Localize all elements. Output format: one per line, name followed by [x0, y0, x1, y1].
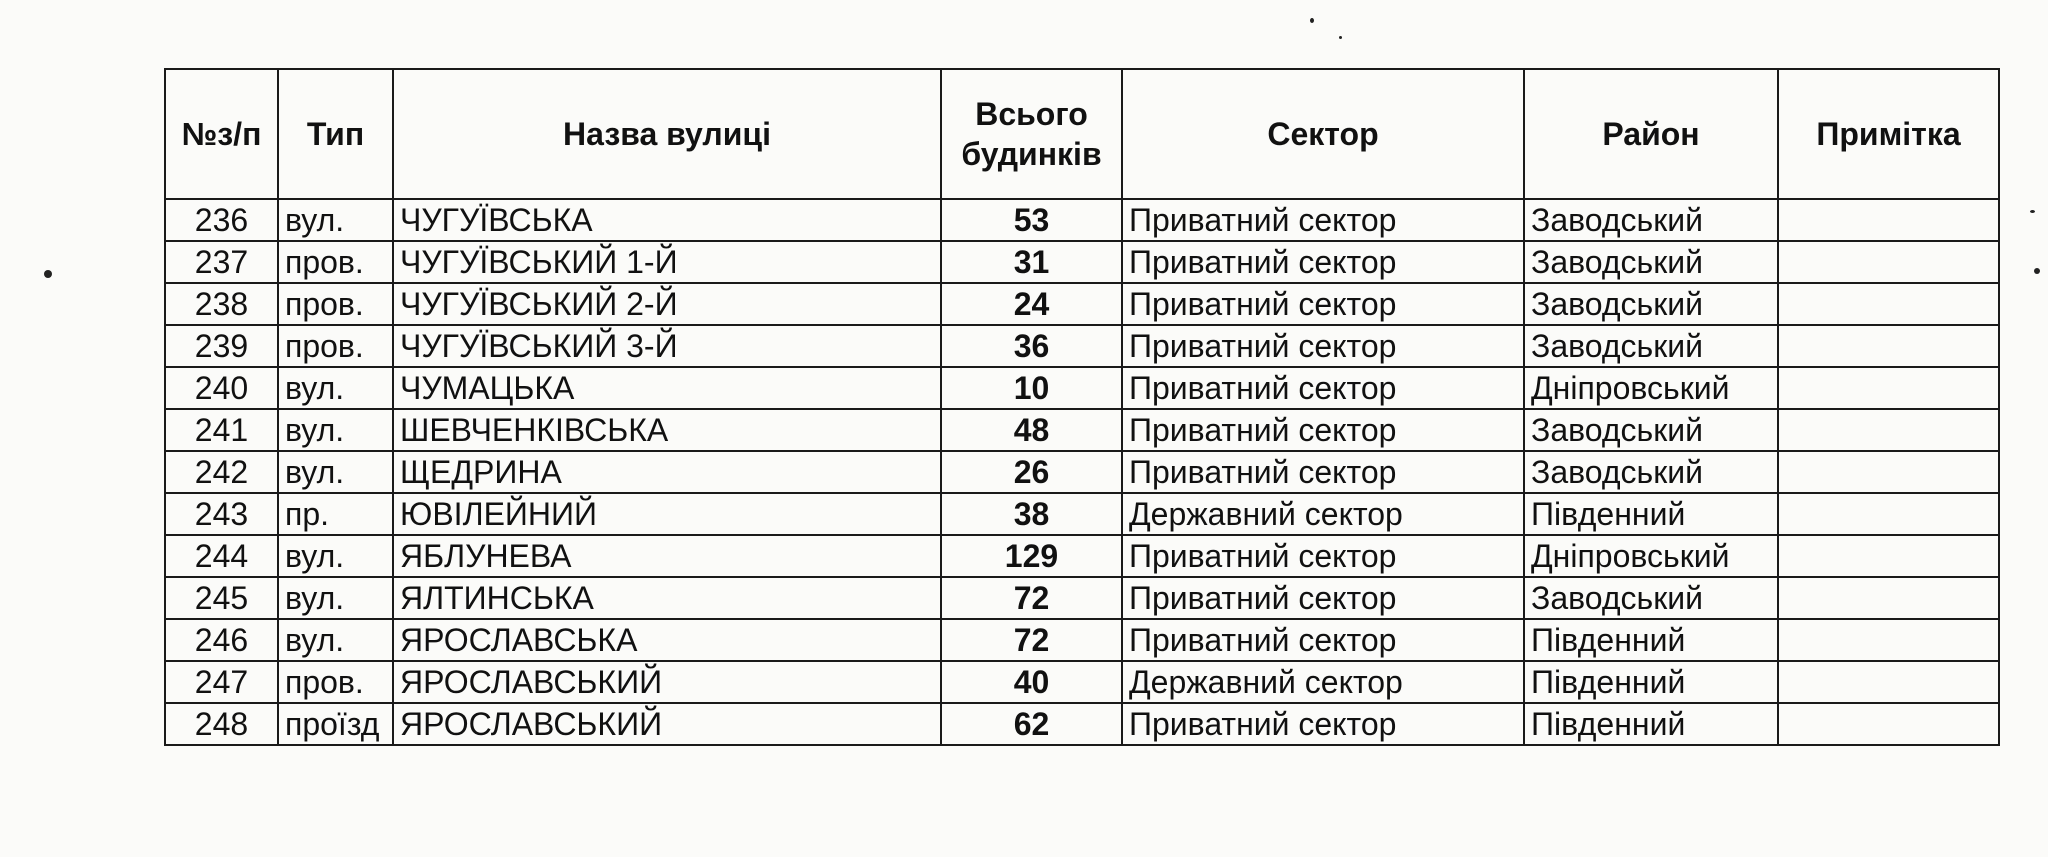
cell-street-name: ЯБЛУНЕВА	[393, 535, 941, 577]
cell-total-houses: 36	[941, 325, 1122, 367]
cell-type: вул.	[278, 199, 393, 241]
cell-sector: Приватний сектор	[1122, 703, 1524, 745]
table-row	[165, 409, 1999, 451]
cell-district: Заводський	[1524, 283, 1778, 325]
cell-street-name: ЩЕДРИНА	[393, 451, 941, 493]
cell-district: Заводський	[1524, 451, 1778, 493]
cell-sector: Приватний сектор	[1122, 619, 1524, 661]
cell-sector: Приватний сектор	[1122, 451, 1524, 493]
table-row	[165, 493, 1999, 535]
street-register-sheet	[164, 68, 1998, 746]
table-row	[165, 325, 1999, 367]
scan-speck	[1310, 18, 1314, 23]
table-row	[165, 241, 1999, 283]
cell-sector: Приватний сектор	[1122, 241, 1524, 283]
cell-num: 237	[165, 241, 278, 283]
cell-district: Заводський	[1524, 409, 1778, 451]
cell-street-name: ЯЛТИНСЬКА	[393, 577, 941, 619]
cell-note	[1778, 619, 1999, 661]
cell-sector: Державний сектор	[1122, 493, 1524, 535]
table-row	[165, 577, 1999, 619]
header-total-line1: Всього	[975, 96, 1088, 132]
cell-street-name: ЯРОСЛАВСЬКИЙ	[393, 661, 941, 703]
cell-num: 243	[165, 493, 278, 535]
cell-type: пров.	[278, 283, 393, 325]
header-total-houses	[941, 69, 1122, 199]
scan-speck	[44, 270, 52, 278]
cell-street-name: ЧУГУЇВСЬКА	[393, 199, 941, 241]
header-row	[165, 69, 1999, 199]
cell-total-houses: 62	[941, 703, 1122, 745]
cell-district: Дніпровський	[1524, 535, 1778, 577]
cell-sector: Приватний сектор	[1122, 199, 1524, 241]
cell-type: пров.	[278, 241, 393, 283]
cell-type: вул.	[278, 619, 393, 661]
cell-street-name: ЧУГУЇВСЬКИЙ 3-Й	[393, 325, 941, 367]
table-row	[165, 283, 1999, 325]
cell-note	[1778, 493, 1999, 535]
cell-note	[1778, 325, 1999, 367]
cell-num: 247	[165, 661, 278, 703]
table-row	[165, 661, 1999, 703]
cell-total-houses: 129	[941, 535, 1122, 577]
cell-type: пров.	[278, 325, 393, 367]
cell-type: вул.	[278, 535, 393, 577]
cell-district: Дніпровський	[1524, 367, 1778, 409]
cell-note	[1778, 367, 1999, 409]
cell-sector: Приватний сектор	[1122, 577, 1524, 619]
cell-district: Заводський	[1524, 241, 1778, 283]
cell-note	[1778, 661, 1999, 703]
cell-sector: Приватний сектор	[1122, 325, 1524, 367]
cell-note	[1778, 283, 1999, 325]
cell-sector: Приватний сектор	[1122, 535, 1524, 577]
cell-num: 245	[165, 577, 278, 619]
header-note: Примітка	[1778, 69, 1999, 199]
cell-total-houses: 48	[941, 409, 1122, 451]
cell-num: 248	[165, 703, 278, 745]
cell-note	[1778, 241, 1999, 283]
cell-total-houses: 72	[941, 577, 1122, 619]
cell-num: 246	[165, 619, 278, 661]
cell-total-houses: 31	[941, 241, 1122, 283]
cell-total-houses: 26	[941, 451, 1122, 493]
cell-district: Південний	[1524, 493, 1778, 535]
scan-speck	[2030, 210, 2035, 213]
header-num: №з/п	[165, 69, 278, 199]
cell-num: 238	[165, 283, 278, 325]
cell-type: вул.	[278, 577, 393, 619]
cell-total-houses: 38	[941, 493, 1122, 535]
cell-note	[1778, 199, 1999, 241]
table-row	[165, 367, 1999, 409]
cell-street-name: ЯРОСЛАВСЬКИЙ	[393, 703, 941, 745]
cell-type: вул.	[278, 367, 393, 409]
header-street-name: Назва вулиці	[393, 69, 941, 199]
cell-type: пр.	[278, 493, 393, 535]
cell-num: 242	[165, 451, 278, 493]
table-row	[165, 199, 1999, 241]
cell-street-name: ЮВІЛЕЙНИЙ	[393, 493, 941, 535]
cell-type: вул.	[278, 409, 393, 451]
cell-num: 240	[165, 367, 278, 409]
streets-table	[164, 68, 2000, 746]
table-row	[165, 535, 1999, 577]
cell-sector: Приватний сектор	[1122, 283, 1524, 325]
cell-note	[1778, 703, 1999, 745]
cell-district: Південний	[1524, 661, 1778, 703]
header-district: Район	[1524, 69, 1778, 199]
cell-street-name: ЧУГУЇВСЬКИЙ 2-Й	[393, 283, 941, 325]
cell-num: 241	[165, 409, 278, 451]
header-total-line2: будинків	[961, 136, 1102, 172]
cell-total-houses: 40	[941, 661, 1122, 703]
cell-num: 244	[165, 535, 278, 577]
header-type: Тип	[278, 69, 393, 199]
cell-district: Заводський	[1524, 325, 1778, 367]
cell-total-houses: 72	[941, 619, 1122, 661]
table-row	[165, 451, 1999, 493]
cell-type: пров.	[278, 661, 393, 703]
cell-district: Південний	[1524, 703, 1778, 745]
cell-note	[1778, 409, 1999, 451]
cell-sector: Державний сектор	[1122, 661, 1524, 703]
cell-total-houses: 53	[941, 199, 1122, 241]
cell-sector: Приватний сектор	[1122, 409, 1524, 451]
cell-street-name: ЧУГУЇВСЬКИЙ 1-Й	[393, 241, 941, 283]
cell-type: вул.	[278, 451, 393, 493]
cell-sector: Приватний сектор	[1122, 367, 1524, 409]
cell-total-houses: 10	[941, 367, 1122, 409]
scan-speck	[2034, 268, 2040, 274]
cell-total-houses: 24	[941, 283, 1122, 325]
table-row	[165, 619, 1999, 661]
cell-num: 236	[165, 199, 278, 241]
cell-district: Заводський	[1524, 577, 1778, 619]
cell-num: 239	[165, 325, 278, 367]
cell-type: проїзд	[278, 703, 393, 745]
cell-street-name: ШЕВЧЕНКІВСЬКА	[393, 409, 941, 451]
scan-speck	[1339, 36, 1342, 39]
cell-note	[1778, 535, 1999, 577]
cell-district: Південний	[1524, 619, 1778, 661]
cell-note	[1778, 451, 1999, 493]
header-sector: Сектор	[1122, 69, 1524, 199]
cell-street-name: ЯРОСЛАВСЬКА	[393, 619, 941, 661]
cell-note	[1778, 577, 1999, 619]
table-row	[165, 703, 1999, 745]
cell-district: Заводський	[1524, 199, 1778, 241]
cell-street-name: ЧУМАЦЬКА	[393, 367, 941, 409]
